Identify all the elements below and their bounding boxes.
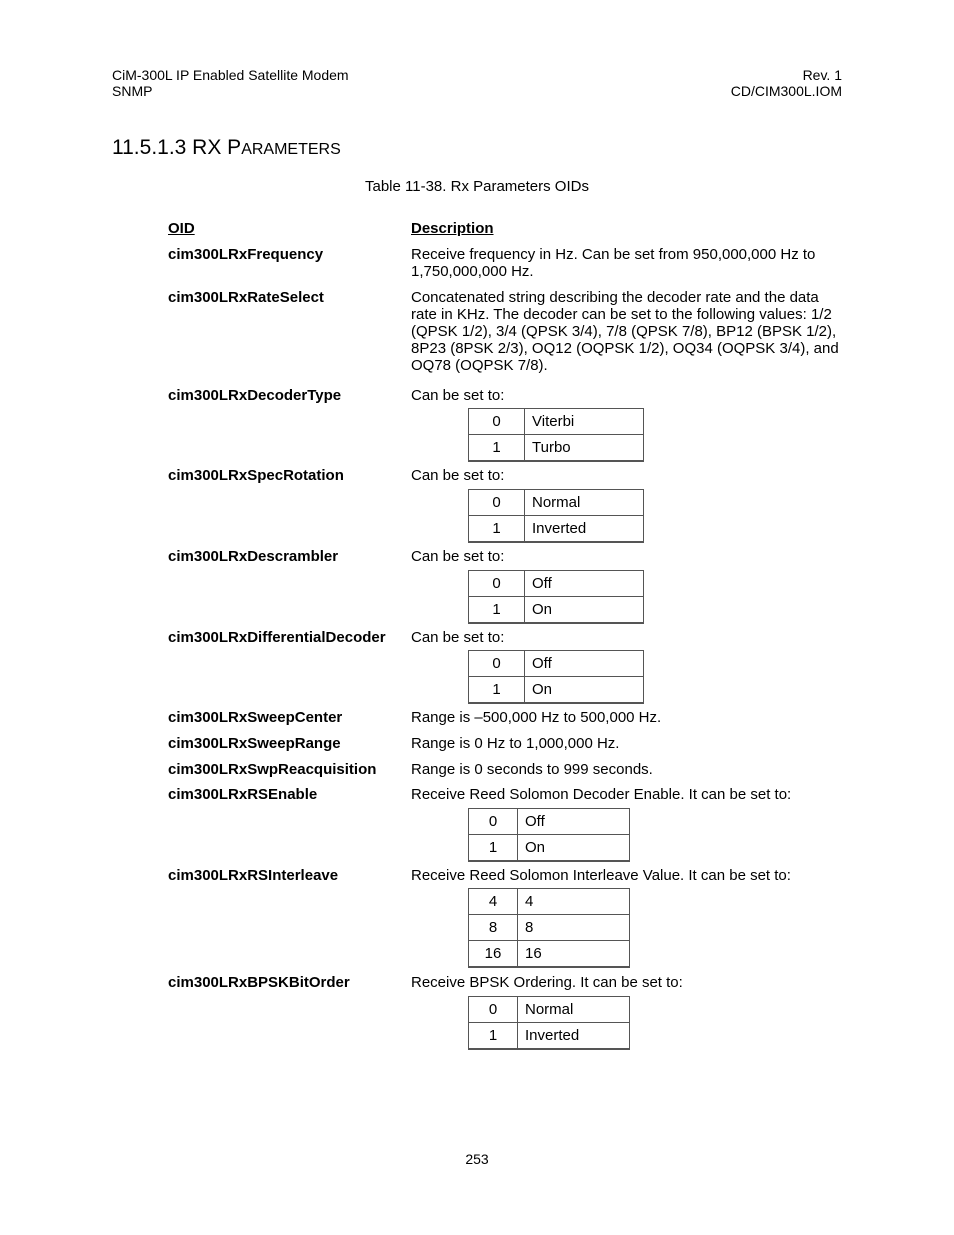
oid-name: cim300LRxRSInterleave <box>168 867 339 884</box>
oid-description: Range is 0 seconds to 999 seconds. <box>411 761 653 778</box>
oid-description: Receive BPSK Ordering. It can be set to: <box>411 974 683 991</box>
running-header-left <box>112 67 349 99</box>
oid-name: cim300LRxDecoderType <box>168 387 342 404</box>
value-table <box>468 408 644 462</box>
page-number: 253 <box>465 1151 489 1167</box>
section-title-main: 11.5.1.3 RX P <box>112 136 242 159</box>
value-row <box>469 941 630 968</box>
value-code: 1 <box>469 435 525 462</box>
value-row <box>469 597 644 624</box>
value-label: 8 <box>518 915 630 941</box>
value-label: Off <box>518 809 630 835</box>
value-row <box>469 677 644 704</box>
value-row <box>469 516 644 543</box>
oid-description: Can be set to: <box>411 548 505 565</box>
value-code: 1 <box>469 835 518 862</box>
oid-name: cim300LRxDifferentialDecoder <box>168 629 386 646</box>
value-label: On <box>525 597 644 624</box>
oid-name: cim300LRxSweepRange <box>168 735 341 752</box>
oid-description: Receive frequency in Hz. Can be set from 950,000,000 Hz to 1,750,000,000 Hz. <box>411 246 816 280</box>
value-row <box>469 571 644 597</box>
oid-description: Can be set to: <box>411 387 505 404</box>
value-code: 0 <box>469 571 525 597</box>
running-header-right <box>731 67 842 99</box>
value-row <box>469 809 630 835</box>
value-code: 1 <box>469 677 525 704</box>
oid-description: Range is –500,000 Hz to 500,000 Hz. <box>411 709 662 726</box>
oid-name: cim300LRxRSEnable <box>168 786 318 803</box>
section-title-smallcaps: ARAMETERS <box>241 141 341 158</box>
column-header-oid: OID <box>168 220 195 237</box>
value-label: Off <box>525 651 644 677</box>
value-table <box>468 888 630 968</box>
oid-name: cim300LRxRateSelect <box>168 289 324 306</box>
value-code: 0 <box>469 409 525 435</box>
oid-description: Concatenated string describing the decoder rate and the data rate in KHz. The decoder can be set to the following values: 1/2 (QPSK 1/2), 3/4 (QPSK 3/4), 7/8 (QPSK 7/8), BP12 (BPSK 1/2), 8P23 (8PSK 2/3), OQ12 (OQPSK 1/2), OQ34 (OQPSK 3/4), and OQ78 (OQPSK 7/8). <box>411 289 839 374</box>
value-label: Inverted <box>525 516 644 543</box>
section-title <box>112 135 341 163</box>
value-label: Inverted <box>518 1023 630 1050</box>
oid-name: cim300LRxFrequency <box>168 246 324 263</box>
oid-name: cim300LRxDescrambler <box>168 548 339 565</box>
value-row <box>469 409 644 435</box>
oid-description: Can be set to: <box>411 467 505 484</box>
oid-name: cim300LRxSwpReacquisition <box>168 761 377 778</box>
value-label: Off <box>525 571 644 597</box>
value-row <box>469 915 630 941</box>
value-code: 0 <box>469 809 518 835</box>
value-row <box>469 835 630 862</box>
oid-description: Receive Reed Solomon Decoder Enable. It can be set to: <box>411 786 792 803</box>
value-code: 16 <box>469 941 518 968</box>
oid-name: cim300LRxBPSKBitOrder <box>168 974 350 991</box>
value-row <box>469 889 630 915</box>
value-label: On <box>525 677 644 704</box>
value-table <box>468 650 644 704</box>
value-code: 8 <box>469 915 518 941</box>
chapter-name: SNMP <box>112 83 153 99</box>
value-label: 4 <box>518 889 630 915</box>
value-code: 0 <box>469 651 525 677</box>
oid-name: cim300LRxSpecRotation <box>168 467 344 484</box>
value-code: 4 <box>469 889 518 915</box>
value-table <box>468 808 630 862</box>
value-row <box>469 435 644 462</box>
value-code: 1 <box>469 597 525 624</box>
value-row <box>469 490 644 516</box>
value-code: 0 <box>469 997 518 1023</box>
value-table <box>468 570 644 624</box>
column-header-description: Description <box>411 220 494 237</box>
value-label: Viterbi <box>525 409 644 435</box>
oid-description: Range is 0 Hz to 1,000,000 Hz. <box>411 735 620 752</box>
table-caption: Table 11-38. Rx Parameters OIDs <box>365 178 589 195</box>
value-label: Normal <box>518 997 630 1023</box>
value-label: Turbo <box>525 435 644 462</box>
value-label: Normal <box>525 490 644 516</box>
value-code: 0 <box>469 490 525 516</box>
value-label: 16 <box>518 941 630 968</box>
value-code: 1 <box>469 516 525 543</box>
oid-description: Can be set to: <box>411 629 505 646</box>
oid-description: Receive Reed Solomon Interleave Value. It can be set to: <box>411 867 791 884</box>
value-table <box>468 996 630 1050</box>
value-label: On <box>518 835 630 862</box>
value-table <box>468 489 644 543</box>
document-code: CD/CIM300L.IOM <box>730 83 842 99</box>
value-row <box>469 651 644 677</box>
value-row <box>469 1023 630 1050</box>
oid-name: cim300LRxSweepCenter <box>168 709 343 726</box>
document-title: CiM-300L IP Enabled Satellite Modem <box>112 67 349 83</box>
value-row <box>469 997 630 1023</box>
value-code: 1 <box>469 1023 518 1050</box>
revision: Rev. 1 <box>802 67 842 83</box>
